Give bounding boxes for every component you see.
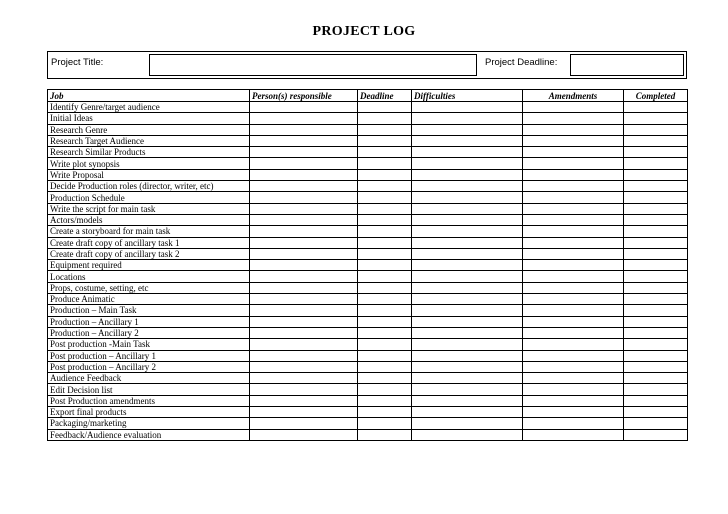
persons-responsible-cell[interactable]	[250, 373, 358, 384]
difficulties-cell[interactable]	[412, 113, 523, 124]
completed-cell[interactable]	[624, 395, 688, 406]
amendments-cell[interactable]	[523, 248, 624, 259]
deadline-cell[interactable]	[358, 407, 412, 418]
completed-cell[interactable]	[624, 316, 688, 327]
job-cell: Production Schedule	[48, 192, 250, 203]
deadline-cell[interactable]	[358, 384, 412, 395]
job-cell: Production – Main Task	[48, 305, 250, 316]
deadline-cell[interactable]	[358, 124, 412, 135]
difficulties-cell[interactable]	[412, 102, 523, 113]
amendments-cell[interactable]	[523, 373, 624, 384]
job-cell: Audience Feedback	[48, 373, 250, 384]
table-row	[48, 361, 688, 372]
deadline-cell[interactable]	[358, 135, 412, 146]
difficulties-cell[interactable]	[412, 214, 523, 225]
table-row	[48, 248, 688, 259]
deadline-cell[interactable]	[358, 248, 412, 259]
difficulties-cell[interactable]	[412, 203, 523, 214]
persons-responsible-cell[interactable]	[250, 418, 358, 429]
project-log-table	[47, 89, 688, 441]
job-cell: Actors/models	[48, 214, 250, 225]
amendments-cell[interactable]	[523, 147, 624, 158]
column-header-difficulties: Difficulties	[412, 90, 523, 102]
column-header-deadline: Deadline	[358, 90, 412, 102]
column-header-job: Job	[48, 90, 250, 102]
difficulties-cell[interactable]	[412, 192, 523, 203]
deadline-cell[interactable]	[358, 327, 412, 338]
deadline-cell[interactable]	[358, 237, 412, 248]
table-row	[48, 181, 688, 192]
completed-cell[interactable]	[624, 147, 688, 158]
deadline-cell[interactable]	[358, 373, 412, 384]
deadline-cell[interactable]	[358, 181, 412, 192]
deadline-cell[interactable]	[358, 282, 412, 293]
job-cell: Research Similar Products	[48, 147, 250, 158]
job-cell: Create draft copy of ancillary task 1	[48, 237, 250, 248]
difficulties-cell[interactable]	[412, 226, 523, 237]
completed-cell[interactable]	[624, 305, 688, 316]
table-body	[48, 102, 688, 441]
job-cell: Decide Production roles (director, writer, etc)	[48, 181, 250, 192]
difficulties-cell[interactable]	[412, 418, 523, 429]
column-header-completed: Completed	[624, 90, 688, 102]
persons-responsible-cell[interactable]	[250, 327, 358, 338]
amendments-cell[interactable]	[523, 113, 624, 124]
difficulties-cell[interactable]	[412, 384, 523, 395]
table-row	[48, 260, 688, 271]
persons-responsible-cell[interactable]	[250, 169, 358, 180]
table-row	[48, 429, 688, 440]
amendments-cell[interactable]	[523, 316, 624, 327]
amendments-cell[interactable]	[523, 124, 624, 135]
project-deadline-field[interactable]	[570, 54, 684, 76]
persons-responsible-cell[interactable]	[250, 158, 358, 169]
page-title: PROJECT LOG	[312, 24, 416, 39]
job-cell: Research Genre	[48, 124, 250, 135]
table-row	[48, 271, 688, 282]
job-cell: Identify Genre/target audience	[48, 102, 250, 113]
persons-responsible-cell[interactable]	[250, 124, 358, 135]
difficulties-cell[interactable]	[412, 361, 523, 372]
difficulties-cell[interactable]	[412, 237, 523, 248]
difficulties-cell[interactable]	[412, 305, 523, 316]
amendments-cell[interactable]	[523, 203, 624, 214]
completed-cell[interactable]	[624, 350, 688, 361]
difficulties-cell[interactable]	[412, 169, 523, 180]
difficulties-cell[interactable]	[412, 316, 523, 327]
completed-cell[interactable]	[624, 214, 688, 225]
table-row	[48, 237, 688, 248]
deadline-cell[interactable]	[358, 294, 412, 305]
persons-responsible-cell[interactable]	[250, 192, 358, 203]
persons-responsible-cell[interactable]	[250, 226, 358, 237]
completed-cell[interactable]	[624, 384, 688, 395]
table-row	[48, 373, 688, 384]
table-row	[48, 316, 688, 327]
persons-responsible-cell[interactable]	[250, 395, 358, 406]
job-cell: Post production – Ancillary 2	[48, 361, 250, 372]
amendments-cell[interactable]	[523, 271, 624, 282]
deadline-cell[interactable]	[358, 214, 412, 225]
job-cell: Locations	[48, 271, 250, 282]
persons-responsible-cell[interactable]	[250, 361, 358, 372]
completed-cell[interactable]	[624, 169, 688, 180]
table-row	[48, 350, 688, 361]
table-row	[48, 418, 688, 429]
amendments-cell[interactable]	[523, 339, 624, 350]
difficulties-cell[interactable]	[412, 135, 523, 146]
persons-responsible-cell[interactable]	[250, 203, 358, 214]
persons-responsible-cell[interactable]	[250, 135, 358, 146]
deadline-cell[interactable]	[358, 361, 412, 372]
table-row	[48, 226, 688, 237]
completed-cell[interactable]	[624, 407, 688, 418]
persons-responsible-cell[interactable]	[250, 113, 358, 124]
completed-cell[interactable]	[624, 282, 688, 293]
amendments-cell[interactable]	[523, 169, 624, 180]
completed-cell[interactable]	[624, 373, 688, 384]
completed-cell[interactable]	[624, 192, 688, 203]
deadline-cell[interactable]	[358, 316, 412, 327]
amendments-cell[interactable]	[523, 395, 624, 406]
job-cell: Props, costume, setting, etc	[48, 282, 250, 293]
persons-responsible-cell[interactable]	[250, 429, 358, 440]
job-cell: Produce Animatic	[48, 294, 250, 305]
job-cell: Initial Ideas	[48, 113, 250, 124]
difficulties-cell[interactable]	[412, 294, 523, 305]
persons-responsible-cell[interactable]	[250, 305, 358, 316]
table-row	[48, 327, 688, 338]
job-cell: Feedback/Audience evaluation	[48, 429, 250, 440]
amendments-cell[interactable]	[523, 226, 624, 237]
completed-cell[interactable]	[624, 429, 688, 440]
table-row	[48, 384, 688, 395]
deadline-cell[interactable]	[358, 429, 412, 440]
job-cell: Write the script for main task	[48, 203, 250, 214]
completed-cell[interactable]	[624, 361, 688, 372]
completed-cell[interactable]	[624, 158, 688, 169]
job-cell: Create draft copy of ancillary task 2	[48, 248, 250, 259]
difficulties-cell[interactable]	[412, 350, 523, 361]
deadline-cell[interactable]	[358, 260, 412, 271]
amendments-cell[interactable]	[523, 384, 624, 395]
amendments-cell[interactable]	[523, 135, 624, 146]
job-cell: Write Proposal	[48, 169, 250, 180]
difficulties-cell[interactable]	[412, 339, 523, 350]
amendments-cell[interactable]	[523, 327, 624, 338]
table-row	[48, 339, 688, 350]
amendments-cell[interactable]	[523, 305, 624, 316]
amendments-cell[interactable]	[523, 294, 624, 305]
amendments-cell[interactable]	[523, 214, 624, 225]
completed-cell[interactable]	[624, 102, 688, 113]
job-cell: Export final products	[48, 407, 250, 418]
amendments-cell[interactable]	[523, 407, 624, 418]
deadline-cell[interactable]	[358, 102, 412, 113]
difficulties-cell[interactable]	[412, 124, 523, 135]
persons-responsible-cell[interactable]	[250, 260, 358, 271]
difficulties-cell[interactable]	[412, 271, 523, 282]
table-row	[48, 135, 688, 146]
table-row	[48, 113, 688, 124]
table-row	[48, 102, 688, 113]
table-row	[48, 395, 688, 406]
persons-responsible-cell[interactable]	[250, 384, 358, 395]
completed-cell[interactable]	[624, 226, 688, 237]
job-cell: Production – Ancillary 2	[48, 327, 250, 338]
completed-cell[interactable]	[624, 181, 688, 192]
persons-responsible-cell[interactable]	[250, 282, 358, 293]
completed-cell[interactable]	[624, 418, 688, 429]
difficulties-cell[interactable]	[412, 260, 523, 271]
persons-responsible-cell[interactable]	[250, 102, 358, 113]
amendments-cell[interactable]	[523, 192, 624, 203]
job-cell: Edit Decision list	[48, 384, 250, 395]
table-row	[48, 294, 688, 305]
deadline-cell[interactable]	[358, 350, 412, 361]
amendments-cell[interactable]	[523, 260, 624, 271]
deadline-cell[interactable]	[358, 192, 412, 203]
column-header-amendments: Amendments	[523, 90, 624, 102]
completed-cell[interactable]	[624, 113, 688, 124]
persons-responsible-cell[interactable]	[250, 350, 358, 361]
persons-responsible-cell[interactable]	[250, 248, 358, 259]
table-row	[48, 192, 688, 203]
table-row	[48, 214, 688, 225]
completed-cell[interactable]	[624, 327, 688, 338]
amendments-cell[interactable]	[523, 429, 624, 440]
amendments-cell[interactable]	[523, 418, 624, 429]
job-cell: Production – Ancillary 1	[48, 316, 250, 327]
difficulties-cell[interactable]	[412, 158, 523, 169]
difficulties-cell[interactable]	[412, 395, 523, 406]
table-row	[48, 203, 688, 214]
deadline-cell[interactable]	[358, 395, 412, 406]
persons-responsible-cell[interactable]	[250, 147, 358, 158]
persons-responsible-cell[interactable]	[250, 237, 358, 248]
table-row	[48, 305, 688, 316]
table-row	[48, 169, 688, 180]
deadline-cell[interactable]	[358, 305, 412, 316]
difficulties-cell[interactable]	[412, 181, 523, 192]
completed-cell[interactable]	[624, 124, 688, 135]
completed-cell[interactable]	[624, 237, 688, 248]
amendments-cell[interactable]	[523, 181, 624, 192]
table-header-row	[48, 90, 688, 102]
amendments-cell[interactable]	[523, 350, 624, 361]
completed-cell[interactable]	[624, 135, 688, 146]
difficulties-cell[interactable]	[412, 248, 523, 259]
project-title-label: Project Title:	[51, 57, 104, 68]
job-cell: Research Target Audience	[48, 135, 250, 146]
persons-responsible-cell[interactable]	[250, 407, 358, 418]
project-title-field[interactable]	[149, 54, 477, 76]
job-cell: Post production -Main Task	[48, 339, 250, 350]
deadline-cell[interactable]	[358, 169, 412, 180]
table-row	[48, 282, 688, 293]
persons-responsible-cell[interactable]	[250, 316, 358, 327]
deadline-cell[interactable]	[358, 158, 412, 169]
job-cell: Post Production amendments	[48, 395, 250, 406]
persons-responsible-cell[interactable]	[250, 214, 358, 225]
difficulties-cell[interactable]	[412, 147, 523, 158]
persons-responsible-cell[interactable]	[250, 181, 358, 192]
table-row	[48, 407, 688, 418]
project-deadline-label: Project Deadline:	[485, 57, 558, 68]
persons-responsible-cell[interactable]	[250, 294, 358, 305]
table-row	[48, 147, 688, 158]
table-row	[48, 124, 688, 135]
deadline-cell[interactable]	[358, 271, 412, 282]
completed-cell[interactable]	[624, 294, 688, 305]
difficulties-cell[interactable]	[412, 407, 523, 418]
job-cell: Write plot synopsis	[48, 158, 250, 169]
completed-cell[interactable]	[624, 339, 688, 350]
amendments-cell[interactable]	[523, 282, 624, 293]
amendments-cell[interactable]	[523, 237, 624, 248]
persons-responsible-cell[interactable]	[250, 339, 358, 350]
job-cell: Equipment required	[48, 260, 250, 271]
completed-cell[interactable]	[624, 203, 688, 214]
completed-cell[interactable]	[624, 271, 688, 282]
difficulties-cell[interactable]	[412, 373, 523, 384]
project-meta-row	[47, 51, 687, 79]
amendments-cell[interactable]	[523, 102, 624, 113]
amendments-cell[interactable]	[523, 158, 624, 169]
completed-cell[interactable]	[624, 248, 688, 259]
amendments-cell[interactable]	[523, 361, 624, 372]
completed-cell[interactable]	[624, 260, 688, 271]
difficulties-cell[interactable]	[412, 327, 523, 338]
deadline-cell[interactable]	[358, 203, 412, 214]
persons-responsible-cell[interactable]	[250, 271, 358, 282]
difficulties-cell[interactable]	[412, 429, 523, 440]
column-header-persons-responsible: Person(s) responsible	[250, 90, 358, 102]
deadline-cell[interactable]	[358, 339, 412, 350]
job-cell: Post production – Ancillary 1	[48, 350, 250, 361]
deadline-cell[interactable]	[358, 113, 412, 124]
table-row	[48, 158, 688, 169]
job-cell: Create a storyboard for main task	[48, 226, 250, 237]
job-cell: Packaging/marketing	[48, 418, 250, 429]
deadline-cell[interactable]	[358, 226, 412, 237]
deadline-cell[interactable]	[358, 147, 412, 158]
difficulties-cell[interactable]	[412, 282, 523, 293]
deadline-cell[interactable]	[358, 418, 412, 429]
